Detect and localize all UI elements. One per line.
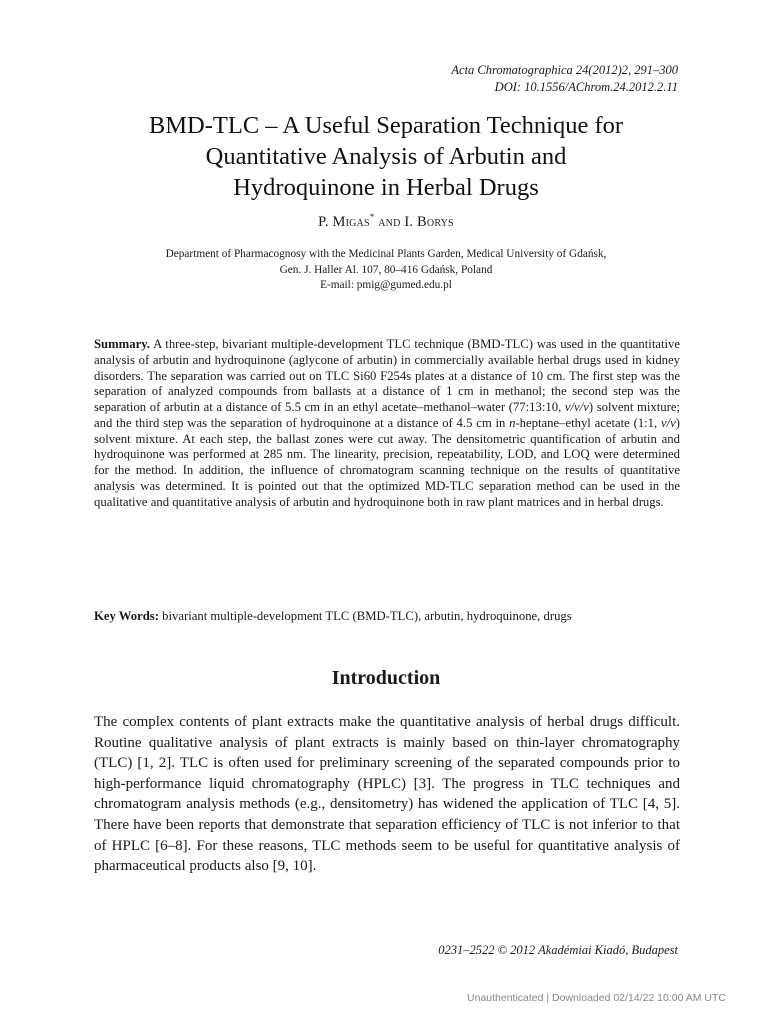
title-line-2: Quantitative Analysis of Arbutin and	[205, 143, 567, 170]
keywords	[94, 609, 680, 625]
abstract-text: -heptane–ethyl acetate (1:1,	[515, 415, 661, 430]
journal-reference: Acta Chromatographica 24(2012)2, 291–300	[451, 63, 678, 77]
abstract-label: Summary.	[94, 337, 151, 351]
keywords-label: Key Words:	[94, 609, 159, 623]
abstract-italic: n	[509, 415, 516, 430]
authors	[80, 212, 692, 231]
author-conjunction: and	[374, 213, 405, 230]
keywords-text: bivariant multiple-development TLC (BMD-TLC), arbutin, hydroquinone, drugs	[158, 609, 572, 623]
author-email: E-mail: pmig@gumed.edu.pl	[320, 279, 452, 291]
section-heading-introduction: Introduction	[331, 667, 441, 689]
abstract-text: ) solvent mixture; and the third step was the separation of hydroquinone at a distance of 4.5 cm in	[94, 400, 680, 430]
abstract-italic: v/v	[660, 415, 676, 430]
title-line-1: BMD-TLC – A Useful Separation Technique for	[148, 112, 624, 139]
paper-title	[80, 110, 692, 203]
abstract-text: A three-step, bivariant multiple-development TLC technique (BMD-TLC) was used in the quantitative analysis of arbutin and hydroquinone (aglycone of arbutin) in commercially available herbal drugs used in kidney disorders. The separation was carried out on TLC Si60 F254s plates at a distance of 10 cm. The first step was the separation of analyzed compounds from ballasts at a distance of 1 cm in methanol; the second step was the separation of arbutin at a distance of 5.5 cm in an ethyl acetate–methanol–water (77:13:10,	[94, 337, 680, 414]
download-watermark: Unauthenticated | Downloaded 02/14/22 10:00 AM UTC	[467, 992, 726, 1004]
abstract-text: ) solvent mixture. At each step, the ballast zones were cut away. The densitometric quantification of arbutin and hydroquinone was performed at 285 nm. The linearity, precision, repeatability, LOD, and LOQ were determined for the method. In addition, the influence of chromatogram scanning technique on the results of quantitative analysis was determined. It is pointed out that the optimized MD-TLC separation method can be used in the qualitative and quantitative analysis of arbutin and hydroquinone both in raw plant matrices and in herbal drugs.	[94, 415, 680, 509]
abstract-italic: v/v/v	[564, 400, 589, 414]
copyright-line: 0231–2522 © 2012 Akadémiai Kiadó, Budapest	[438, 943, 678, 957]
affiliation	[80, 247, 692, 294]
affiliation-address: Gen. J. Haller Al. 107, 80–416 Gdańsk, Poland	[279, 263, 493, 276]
corresponding-author-mark: *	[369, 212, 375, 222]
journal-citation	[451, 62, 678, 96]
abstract	[94, 337, 680, 510]
affiliation-department: Department of Pharmacognosy with the Medicinal Plants Garden, Medical University of Gdańsk,	[165, 248, 607, 260]
title-line-3: Hydroquinone in Herbal Drugs	[233, 174, 539, 201]
author-borys: I. Borys	[404, 213, 454, 230]
author-migas: P. Migas	[318, 213, 370, 230]
introduction-paragraph: The complex contents of plant extracts make the quantitative analysis of herbal drugs difficult. Routine qualitative analysis of plant extracts is mainly based on thin-layer chromatography (TLC) [1, 2]. TLC is often used for preliminary screening of the separated compounds prior to high-performance liquid chromatography (HPLC) [3]. The progress in TLC techniques and chromatogram analysis methods (e.g., densitometry) has widened the application of TLC [4, 5]. There have been reports that demonstrate that separation efficiency of TLC is not inferior to that of HPLC [6–8]. For these reasons, TLC methods seem to be useful for quantitative analysis of pharmaceutical products also [9, 10].	[94, 714, 680, 875]
doi: DOI: 10.1556/AChrom.24.2012.2.11	[494, 80, 678, 94]
